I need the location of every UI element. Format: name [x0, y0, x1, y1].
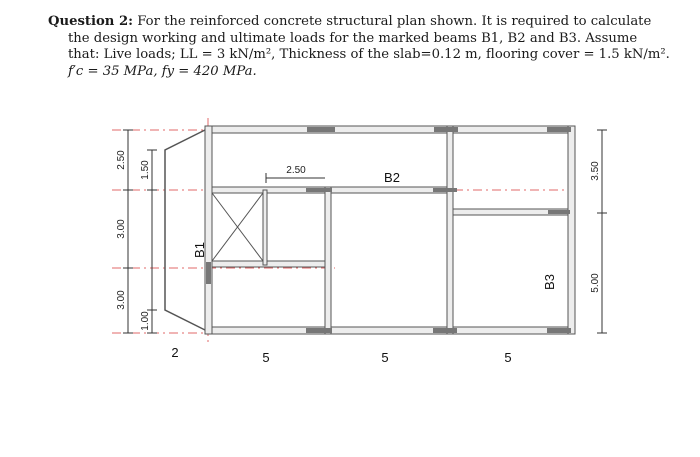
column-mark-8 — [433, 328, 457, 333]
column-mark-3 — [547, 127, 571, 132]
label-b2: B2 — [384, 170, 400, 185]
column-mark-4 — [306, 188, 332, 192]
bottom-dim-5-c: 5 — [504, 350, 512, 365]
beam-row-3 — [205, 261, 331, 267]
cantilever-outline — [165, 130, 205, 330]
dim-inner-1-00: 1.00 — [140, 311, 151, 331]
beams — [205, 126, 575, 334]
beam-b3-col — [568, 126, 575, 334]
dim-right-5-00: 5.00 — [590, 273, 601, 293]
question-text-line-1: For the reinforced concrete structural plan shown. It is required to calculate — [137, 14, 652, 29]
dim-left-3-00-a: 3.00 — [116, 219, 127, 239]
beam-col-mid — [325, 187, 331, 334]
column-mark-5 — [433, 188, 457, 192]
column-mark-1 — [307, 127, 335, 132]
opening-x — [212, 193, 263, 261]
column-mark-9 — [547, 328, 571, 333]
dim-inner-1-50: 1.50 — [140, 160, 151, 180]
label-b1: B1 — [192, 242, 207, 258]
dim-right-3-50: 3.50 — [590, 161, 601, 181]
dim-2-50-inner: 2.50 — [286, 165, 306, 176]
beam-top — [205, 126, 574, 133]
column-marks — [206, 127, 571, 333]
column-mark-10 — [206, 262, 211, 284]
column-mark-7 — [306, 328, 332, 333]
question-line-2: the design working and ultimate loads for the marked beams B1, B2 and B3. Assume — [68, 30, 638, 46]
beam-col-3 — [447, 126, 453, 334]
column-mark-6 — [548, 210, 570, 214]
dim-left-3-00-b: 3.00 — [116, 290, 127, 310]
dim-left-2-50: 2.50 — [116, 150, 127, 170]
bottom-dim-5-a: 5 — [262, 350, 270, 365]
right-dimensions — [597, 130, 607, 333]
question-line-4: f′c = 35 MPa, fy = 420 MPa. — [68, 63, 257, 79]
question-line-3: that: Live loads; LL = 3 kN/m², Thickness of the slab=0.12 m, flooring cover = 1.5 kN/m². — [68, 47, 670, 62]
bottom-dim-2: 2 — [171, 345, 179, 360]
axis-lines — [112, 118, 575, 342]
bottom-dim-5-b: 5 — [381, 350, 389, 365]
beam-bottom — [205, 327, 574, 334]
question-heading: Question 2: — [48, 14, 134, 29]
beam-b1-col — [205, 126, 212, 334]
label-b3: B3 — [542, 274, 557, 290]
beam-short-partition — [263, 190, 267, 265]
column-mark-2 — [434, 127, 458, 132]
